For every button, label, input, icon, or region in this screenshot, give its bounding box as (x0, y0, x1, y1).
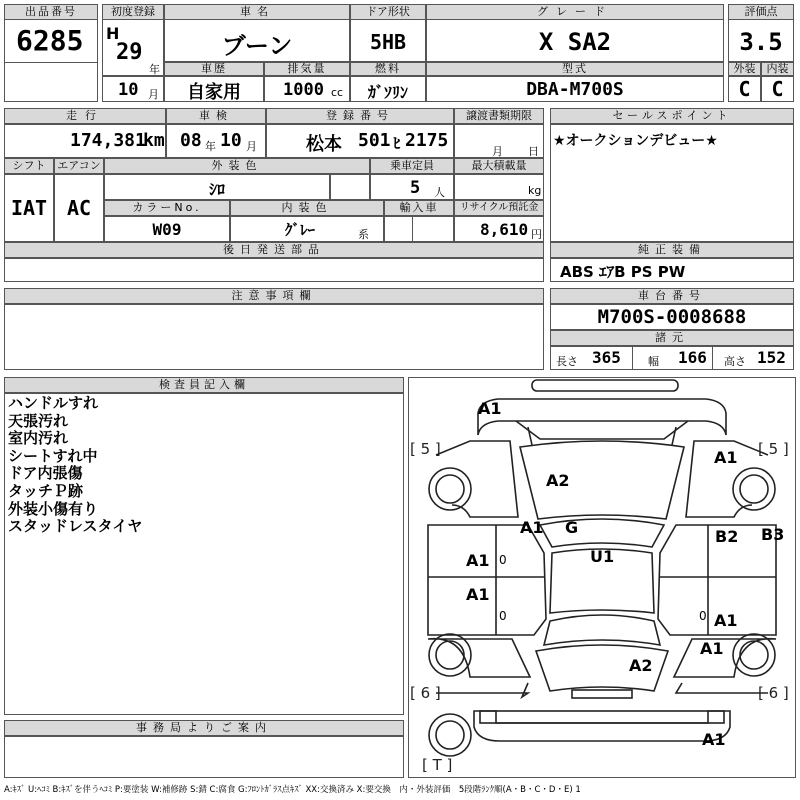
door-type: 5HB (369, 30, 407, 54)
inspection-label: 車検 (166, 108, 266, 124)
inspector-note: 天張汚れ (8, 411, 69, 430)
inspector-note: スタッドレスタイヤ (8, 517, 143, 536)
equipment: ABS ｴｱB PS PW (560, 263, 686, 281)
grade: X SA2 (538, 28, 612, 56)
tire-rl: [ 6 ] (410, 684, 441, 702)
color-label: 外装色 (104, 158, 370, 174)
shift-label: シフト (4, 158, 54, 174)
aircon-label: エアコン (54, 158, 104, 174)
load-label: 最大積載量 (454, 158, 544, 174)
capacity-label: 乗車定員 (370, 158, 454, 174)
mileage: 174,381 (70, 130, 146, 151)
mark-rear-bumper: A1 (702, 730, 726, 749)
displacement-unit: cc (331, 86, 344, 99)
capacity: 5 (410, 178, 421, 198)
notes-label: 注意事項欄 (4, 288, 544, 304)
mark-rear-left-door: A1 (466, 585, 490, 604)
lot-label: 出品番号 (4, 4, 98, 20)
inspector-notes (8, 395, 142, 536)
first-reg-year: 29 (116, 40, 143, 65)
model: DBA-M700S (526, 79, 624, 100)
equipment-label: 純正装備 (550, 242, 794, 258)
reg-class: 501 (358, 130, 391, 151)
length: 365 (592, 348, 621, 367)
mark-windshield-left: A1 (520, 518, 544, 537)
history: 自家用 (187, 82, 241, 103)
transfer-month: 月 (492, 145, 503, 158)
import-divider (412, 216, 413, 242)
era: H (106, 24, 120, 43)
height-label: 高さ (724, 355, 746, 368)
notes-box (4, 304, 544, 370)
insp-month-unit: 月 (246, 140, 257, 153)
chassis-number: M700S-0008688 (597, 306, 747, 328)
sales-point-label: セールスポイント (550, 108, 794, 124)
mileage-unit: km (143, 130, 165, 151)
first-reg-month: 10 (118, 80, 139, 100)
length-label: 長さ (556, 355, 578, 368)
recycle-unit: 円 (531, 228, 542, 241)
recycle-label: リサイクル預託金 (454, 200, 544, 216)
aircon: AC (66, 196, 92, 220)
mark-rear-right-door: A1 (714, 611, 738, 630)
inspector-note: シートすれ中 (8, 446, 98, 465)
color-no-label: カラーNo. (104, 200, 230, 216)
insp-year: 08 (180, 130, 202, 151)
door-label: ドア形状 (350, 4, 426, 20)
tire-spare: [ T ] (422, 756, 453, 774)
reg-area: 松本 (306, 134, 342, 155)
score-label: 評価点 (728, 4, 794, 20)
mark-front-right-edge: B3 (761, 525, 785, 544)
mark-front-left-door-0: 0 (499, 553, 507, 567)
recycle: 8,610 (480, 220, 529, 239)
mark-front-bumper: A1 (478, 399, 502, 418)
height: 152 (757, 348, 786, 367)
int-grade: C (771, 77, 784, 101)
displacement-label: 排気量 (264, 62, 350, 76)
later-parts-label: 後日発送部品 (4, 242, 544, 258)
chassis-label: 車台番号 (550, 288, 794, 304)
mark-trunk: A2 (629, 656, 653, 675)
later-parts-box (4, 258, 544, 282)
shift: IAT (10, 196, 48, 220)
displacement: 1000 (283, 80, 324, 100)
mark-front-right-door: B2 (715, 527, 739, 546)
inspector-note: ドア内張傷 (8, 464, 83, 483)
first-reg-label: 初度登録 (102, 4, 164, 20)
inspector-note: 外装小傷有り (8, 499, 99, 518)
capacity-unit: 人 (434, 186, 445, 199)
int-color: ｸﾞﾚｰ (284, 221, 315, 239)
sales-point: ★オークションデビュー★ (553, 133, 718, 149)
int-label: 内装 (761, 62, 794, 76)
lot-number: 6285 (16, 24, 84, 57)
int-color-suffix: 系 (358, 228, 369, 241)
color: ｼﾛ (208, 180, 225, 199)
ext-label: 外装 (728, 62, 761, 76)
mark-rear-right-quarter: A1 (700, 639, 724, 658)
mark-hood: A2 (546, 471, 570, 490)
reg-kana: ﾋ (393, 134, 401, 152)
insp-month: 10 (220, 130, 242, 151)
month-unit: 月 (148, 88, 159, 101)
tire-rr: [ 6 ] (758, 684, 789, 702)
grade-label: グレード (426, 4, 724, 20)
inspector-label: 検査員記入欄 (4, 377, 404, 393)
dims-div2 (712, 346, 713, 370)
mark-windshield: G (565, 518, 579, 537)
import-label: 輸入車 (384, 200, 454, 216)
ext-grade: C (738, 77, 751, 101)
inspector-note: 室内汚れ (8, 429, 69, 448)
transfer-label: 譲渡書類期限 (454, 108, 544, 124)
tire-fl: [ 5 ] (410, 440, 441, 458)
width: 166 (678, 348, 707, 367)
year-unit: 年 (149, 63, 160, 76)
mark-roof: U1 (590, 547, 615, 566)
mark-rear-left-door-0: 0 (499, 609, 507, 623)
insp-year-unit: 年 (205, 140, 216, 153)
dims-label: 諸元 (550, 330, 794, 346)
inspector-note: ハンドルすれ (8, 394, 99, 412)
width-label: 幅 (648, 355, 659, 368)
transfer-day: 日 (528, 145, 539, 158)
color-no: W09 (152, 220, 182, 239)
office-label: 事務局よりご案内 (4, 720, 404, 736)
mark-rear-right-door-0: 0 (699, 609, 707, 623)
import-box (384, 216, 454, 242)
model-label: 型式 (426, 62, 724, 76)
lot-lower (4, 62, 98, 102)
mileage-label: 走行 (4, 108, 166, 124)
mark-front-right-fender: A1 (714, 448, 738, 467)
fuel: ｶﾞｿﾘﾝ (367, 83, 408, 102)
color-box-2 (330, 174, 370, 200)
fuel-label: 燃料 (350, 62, 426, 76)
mark-front-left-door: A1 (466, 551, 490, 570)
load-unit: kg (528, 184, 542, 197)
office-box (4, 736, 404, 778)
car-diagram (408, 377, 796, 778)
inspector-note: タッチＰ跡 (8, 481, 84, 500)
reg-num: 2175 (405, 130, 449, 151)
history-label: 車歴 (164, 62, 264, 76)
legend: A:ｷｽﾞ U:ﾍｺﾐ B:ｷｽﾞを伴うﾍｺﾐ P:要塗装 W:補修跡 S:錆 C:腐食 G:ﾌﾛﾝﾄｶﾞﾗｽ点ｷｽﾞ XX:交換済み X:要交換 内・外装評価 5段階ﾗﾝｸ順(A・B・C・D・E) 1 (4, 785, 581, 795)
car-name-label: 車名 (164, 4, 350, 20)
car-name: ブーン (221, 32, 293, 60)
score: 3.5 (739, 28, 783, 56)
int-color-label: 内装色 (230, 200, 384, 216)
dims-div1 (632, 346, 633, 370)
tire-fr: [ 5 ] (758, 440, 789, 458)
reg-no-label: 登録番号 (266, 108, 454, 124)
